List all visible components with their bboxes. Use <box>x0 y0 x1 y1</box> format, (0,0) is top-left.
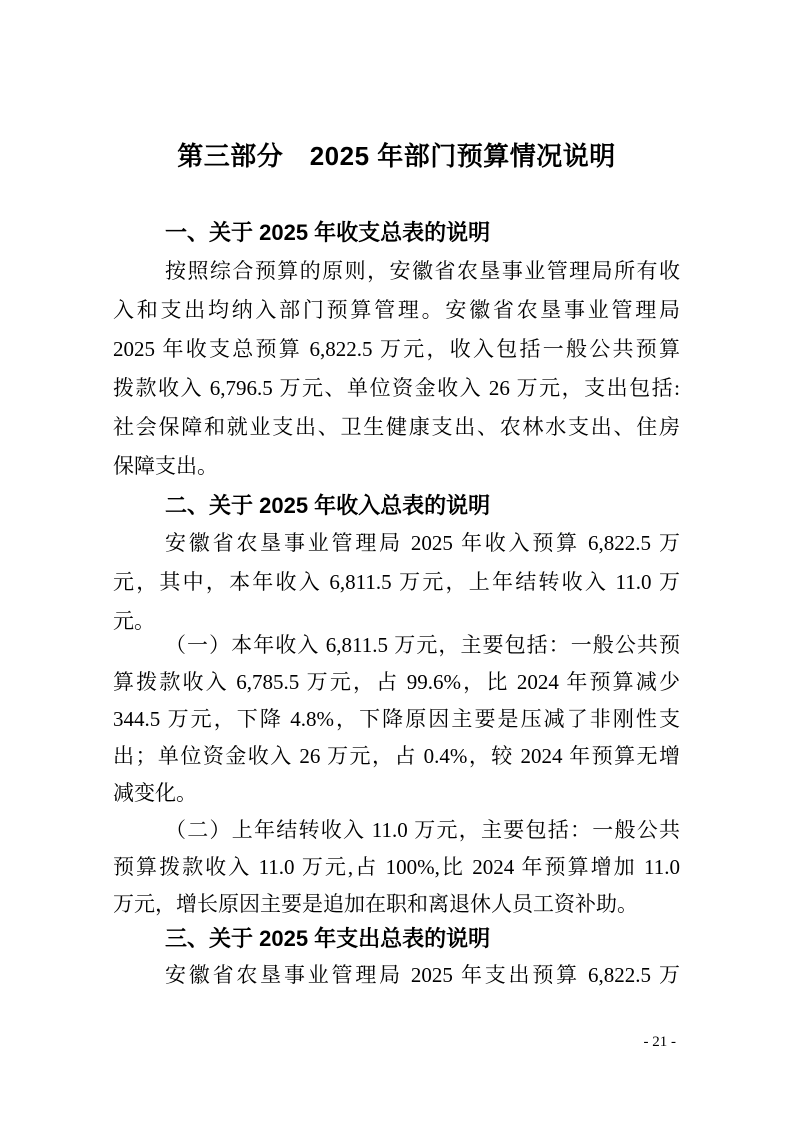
paragraph-line: 元，其中，本年收入 6,811.5 万元，上年结转收入 11.0 万 <box>113 570 680 594</box>
section-heading-1: 一、关于 2025 年收支总表的说明 <box>165 220 491 245</box>
paragraph-line: 344.5 万元，下降 4.8%，下降原因主要是压减了非刚性支 <box>113 707 680 731</box>
paragraph-line: 保障支出。 <box>113 454 218 478</box>
paragraph-4 <box>113 812 680 923</box>
section-heading-2: 二、关于 2025 年收入总表的说明 <box>165 493 491 518</box>
page-number: - 21 - <box>643 1034 676 1050</box>
paragraph-line: 拨款收入 6,796.5 万元、单位资金收入 26 万元，支出包括: <box>113 376 680 400</box>
paragraph-line: 元。 <box>113 609 155 633</box>
paragraph-line: 安徽省农垦事业管理局 2025 年收入预算 6,822.5 万 <box>165 531 680 555</box>
section-heading-3: 三、关于 2025 年支出总表的说明 <box>165 926 491 951</box>
document-title: 第三部分 2025 年部门预算情况说明 <box>177 141 616 171</box>
paragraph-line: 社会保障和就业支出、卫生健康支出、农林水支出、住房 <box>113 415 680 439</box>
paragraph-line: 减变化。 <box>113 781 197 805</box>
paragraph-line: 万元，增长原因主要是追加在职和离退休人员工资补助。 <box>113 892 638 916</box>
paragraph-line: 2025 年收支总预算 6,822.5 万元，收入包括一般公共预算 <box>113 337 680 361</box>
paragraph-2 <box>113 524 680 641</box>
paragraph-line: 出；单位资金收入 26 万元，占 0.4%，较 2024 年预算无增 <box>113 744 680 768</box>
paragraph-line: 安徽省农垦事业管理局 2025 年支出预算 6,822.5 万 <box>165 963 680 987</box>
paragraph-5 <box>113 956 680 995</box>
paragraph-line: 入和支出均纳入部门预算管理。安徽省农垦事业管理局 <box>113 298 680 322</box>
paragraph-1 <box>113 252 680 486</box>
paragraph-line: 预算拨款收入 11.0 万元,占 100%,比 2024 年预算增加 11.0 <box>113 855 680 879</box>
paragraph-line: 算拨款收入 6,785.5 万元，占 99.6%，比 2024 年预算减少 <box>113 670 680 694</box>
paragraph-line: （二）上年结转收入 11.0 万元，主要包括：一般公共 <box>165 818 680 842</box>
paragraph-line: 按照综合预算的原则，安徽省农垦事业管理局所有收 <box>165 259 680 283</box>
paragraph-3 <box>113 627 680 812</box>
paragraph-line: （一）本年收入 6,811.5 万元，主要包括：一般公共预 <box>165 633 680 657</box>
